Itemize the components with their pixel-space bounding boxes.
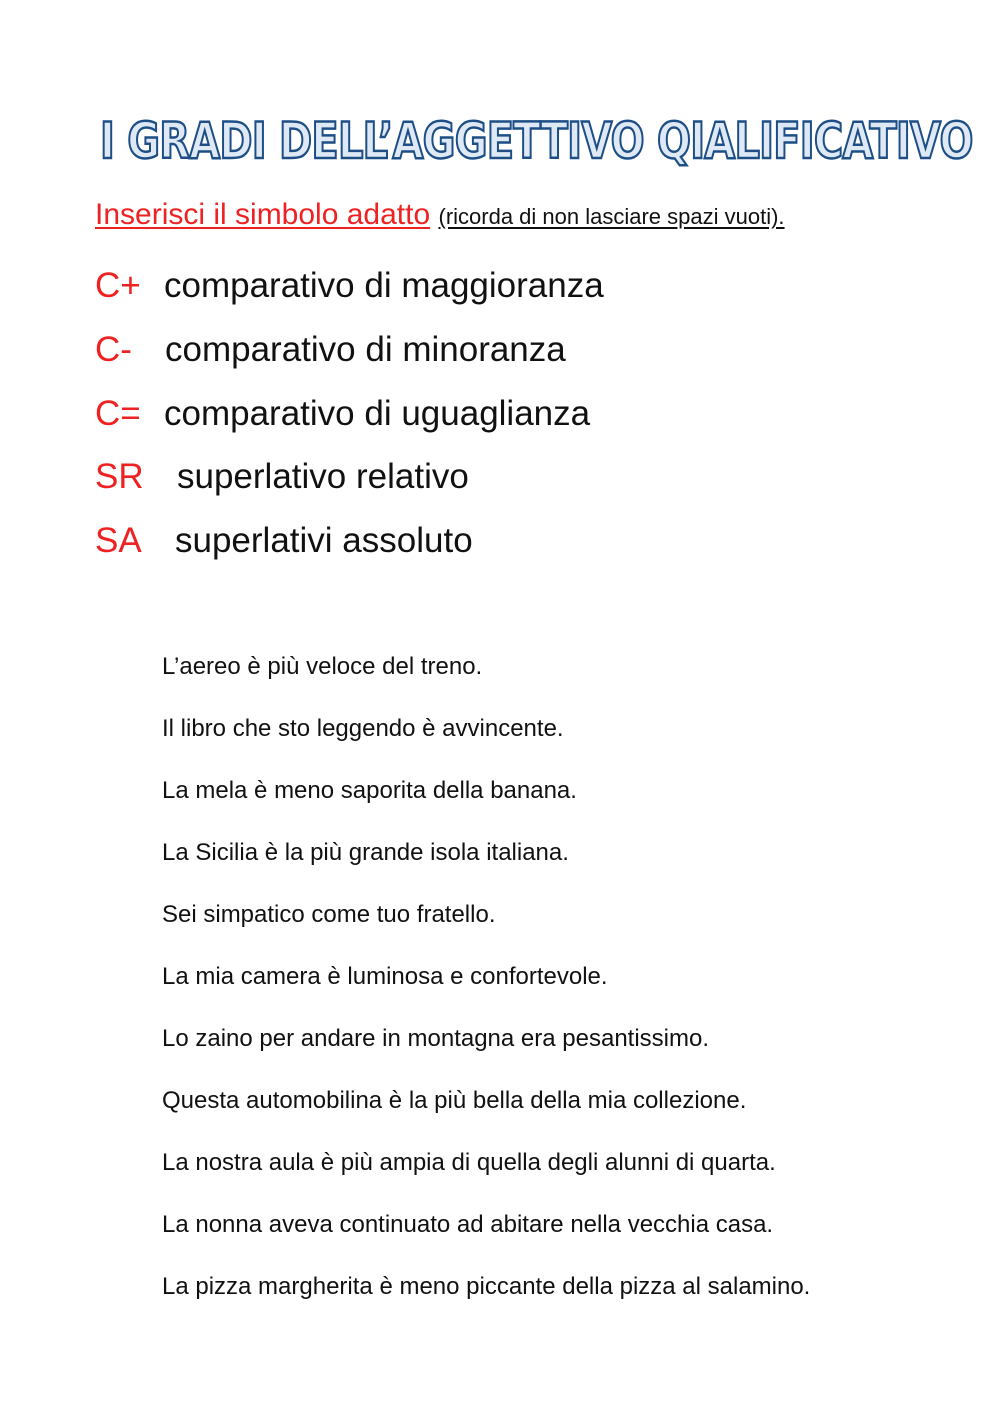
legend-code: SA — [95, 521, 142, 560]
instruction-main: Inserisci il simbolo adatto — [95, 198, 431, 231]
legend-description: comparativo di maggioranza — [164, 266, 604, 305]
legend-code: C+ — [95, 266, 141, 305]
exercise-sentence: La nonna aveva continuato ad abitare nella vecchia casa. — [162, 1211, 774, 1238]
exercise-sentence: La mela è meno saporita della banana. — [162, 777, 577, 804]
legend-code: C= — [95, 393, 141, 433]
instruction — [95, 196, 785, 236]
legend-item-comparative-minority — [95, 326, 604, 390]
exercise-sentence: La mia camera è luminosa e confortevole. — [162, 963, 608, 990]
exercise-sentence: La pizza margherita è meno piccante della pizza al salamino. — [162, 1273, 811, 1300]
legend-item-comparative-equality — [95, 390, 604, 454]
exercise-sentence: La Sicilia è la più grande isola italiana. — [162, 839, 569, 866]
legend-description: comparativo di uguaglianza — [164, 393, 591, 433]
legend-item-comparative-majority — [95, 262, 604, 326]
symbol-legend — [95, 262, 604, 581]
legend-description: superlativi assoluto — [175, 521, 473, 560]
legend-code: SR — [95, 457, 144, 497]
legend-description: comparativo di minoranza — [165, 329, 566, 369]
exercise-sentence: La nostra aula è più ampia di quella degli alunni di quarta. — [162, 1149, 776, 1176]
exercise-sentence: Questa automobilina è la più bella della mia collezione. — [162, 1087, 747, 1114]
exercise-sentence: Lo zaino per andare in montagna era pesantissimo. — [162, 1025, 710, 1052]
exercise-sentence: Sei simpatico come tuo fratello. — [162, 901, 496, 928]
exercise-sentence: Il libro che sto leggendo è avvincente. — [162, 715, 564, 742]
exercise-sentence: L’aereo è più veloce del treno. — [162, 653, 483, 680]
legend-description: superlativo relativo — [177, 457, 469, 497]
exercise-sentences — [162, 650, 810, 1332]
page-title: I GRADI DELL’AGGETTIVO QIALIFICATIVO — [100, 112, 973, 170]
legend-code: C- — [95, 329, 132, 369]
legend-item-superlative-absolute — [95, 517, 604, 581]
legend-item-superlative-relative — [95, 453, 604, 517]
instruction-note: (ricorda di non lasciare spazi vuoti). — [438, 204, 785, 229]
